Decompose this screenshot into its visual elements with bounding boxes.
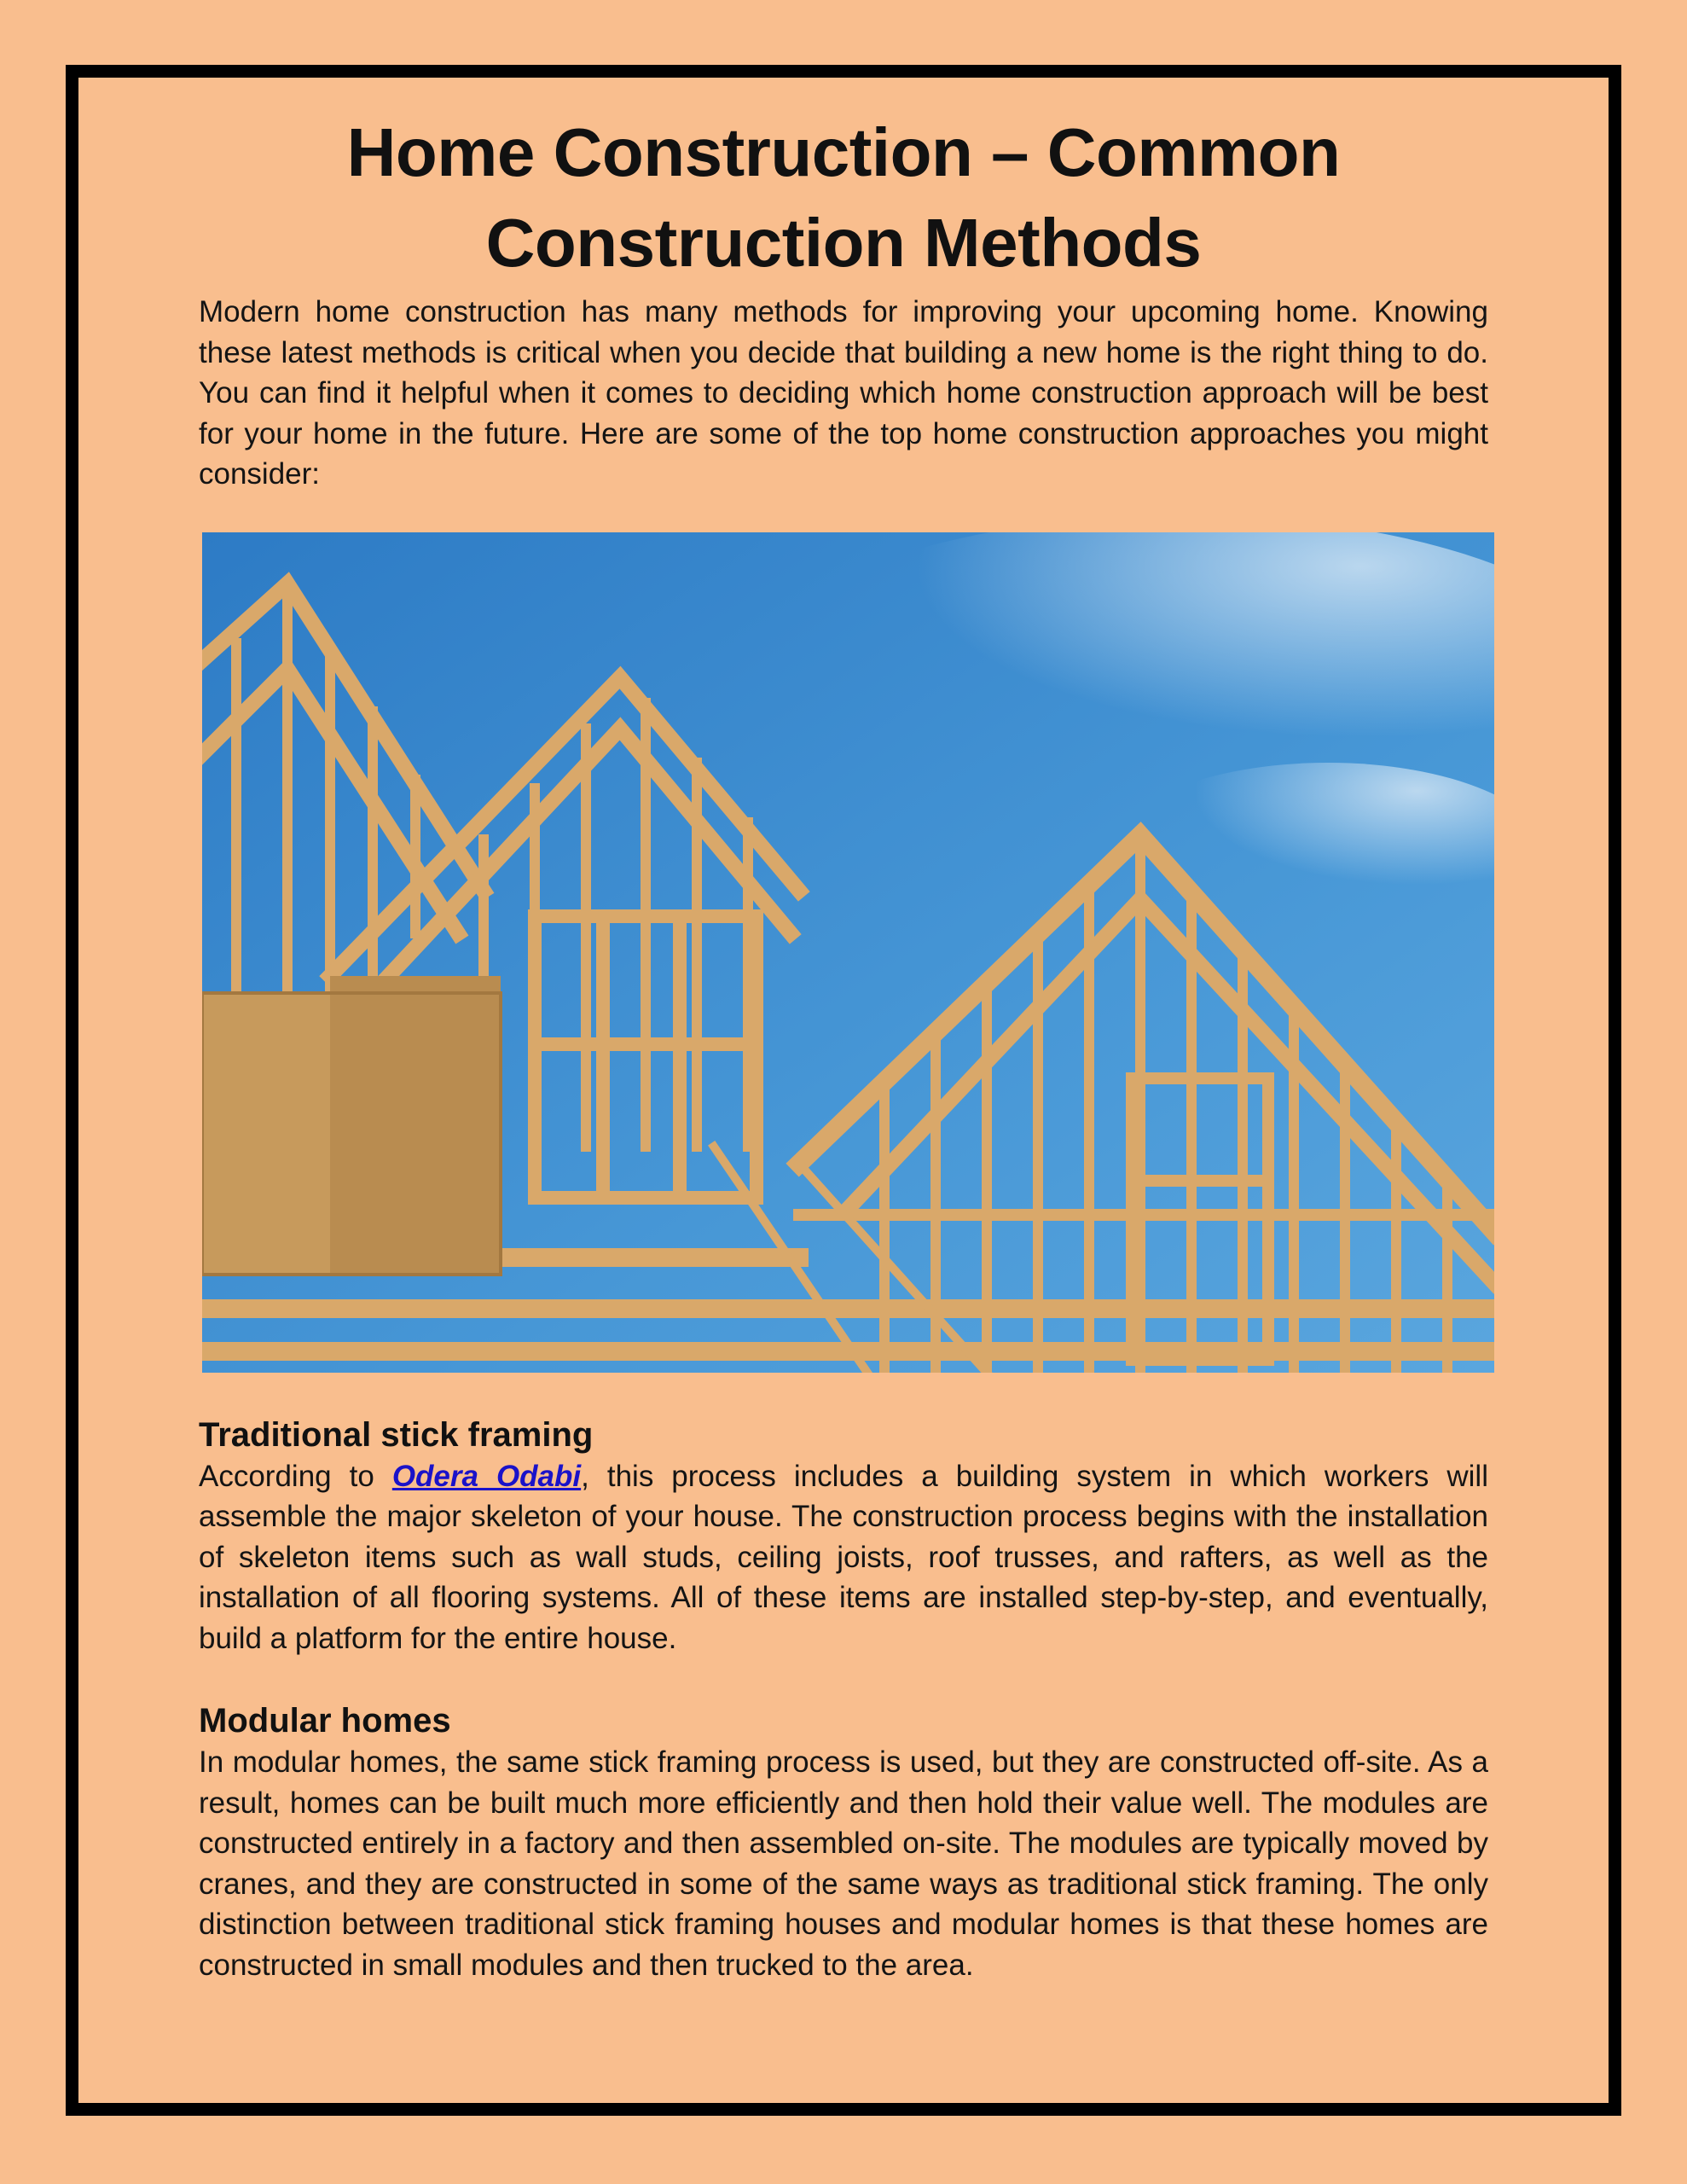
- section-heading-modular-homes: Modular homes: [199, 1702, 451, 1740]
- page-title: Home Construction – Common Construction Methods: [346, 114, 1341, 281]
- intro-paragraph: Modern home construction has many methods for improving your upcoming home. Knowing these latest methods is critical when you decide that building a new home is the right thing to do. You can find it helpful when it comes to deciding which home construction approach will be best for your home in the future. Here are some of the top home construction approaches you might consider:: [199, 295, 1488, 491]
- author-link[interactable]: Odera Odabi: [391, 1459, 582, 1493]
- stick-framing-paragraph: [199, 1456, 1488, 1659]
- modular-homes-paragraph: In modular homes, the same stick framing process is used, but they are constructed off-site. As a result, homes can be built much more efficiently and then hold their value well. The modules are constructed entirely in a factory and then assembled on-site. The modules are typically moved by cranes, and they are constructed in some of the same ways as traditional stick framing. The only distinction between traditional stick framing houses and modular homes is that these homes are constructed in small modules and then trucked to the area.: [199, 1745, 1488, 1982]
- stick-framing-text-start: According to: [199, 1459, 392, 1493]
- house-framing-photo: [202, 532, 1494, 1373]
- stick-framing-text-rest: , this process includes a building system in which workers will assemble the major skeleton of your house. The construction process begins with the installation of skeleton items such as wall studs, ceiling joists, roof trusses, and rafters, as well as the installation of all flooring systems. All of these items are installed step-by-step, and eventually, build a platform for the entire house.: [199, 1459, 1488, 1655]
- section-heading-stick-framing: Traditional stick framing: [199, 1415, 594, 1454]
- document-body: [199, 107, 1488, 1985]
